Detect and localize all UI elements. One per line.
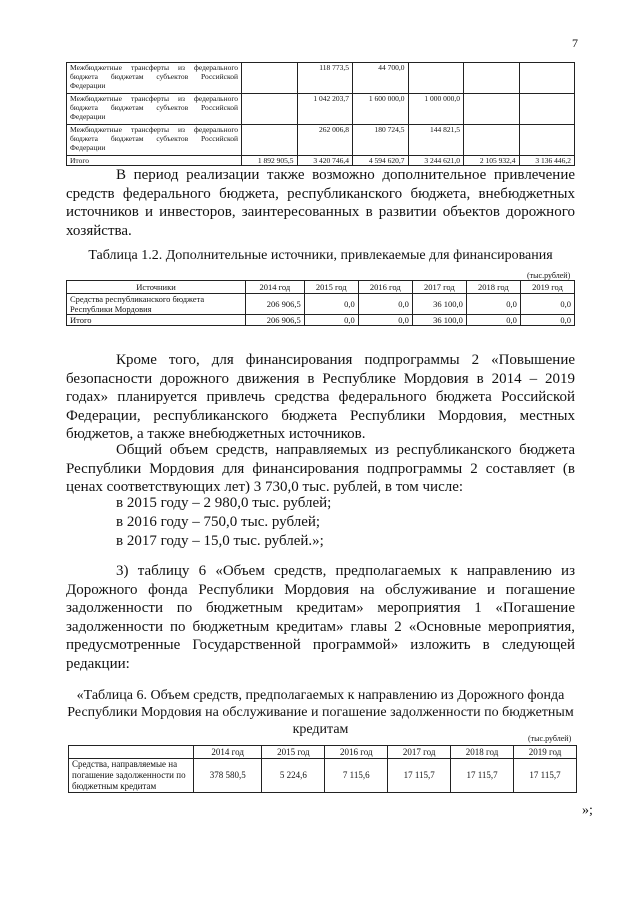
road-fund-table bbox=[68, 745, 577, 793]
table-cell: 0,0 bbox=[304, 315, 358, 326]
table-cell: 206 906,5 bbox=[246, 315, 305, 326]
table-header-cell: 2019 год bbox=[514, 746, 577, 759]
table-header-cell bbox=[69, 746, 194, 759]
table-cell bbox=[519, 125, 575, 156]
table-header-cell: 2019 год bbox=[520, 281, 574, 294]
page-number: 7 bbox=[572, 36, 578, 50]
table-row bbox=[67, 125, 575, 156]
table-cell: 0,0 bbox=[466, 294, 520, 315]
table3-unit: (тыс.рублей) bbox=[528, 734, 572, 743]
table3-caption: «Таблица 6. Объем средств, предполагаемых к направлению из Дорожного фонда Республики Мордовия на обслуживание и погашение задолженности по бюджетным кредитам bbox=[67, 688, 574, 737]
table-cell bbox=[242, 94, 298, 125]
table-header-cell: 2018 год bbox=[466, 281, 520, 294]
table-header-cell: 2017 год bbox=[412, 281, 466, 294]
table-cell: 2 105 932,4 bbox=[464, 156, 520, 166]
table-cell bbox=[464, 63, 520, 94]
table-cell bbox=[464, 94, 520, 125]
table-cell: 7 115,6 bbox=[325, 759, 388, 793]
table-cell: 144 821,5 bbox=[408, 125, 464, 156]
table-header-cell: 2016 год bbox=[325, 746, 388, 759]
table-cell: 3 136 446,2 bbox=[519, 156, 575, 166]
table-cell-label: Итого bbox=[67, 315, 246, 326]
closing-quote: »; bbox=[582, 803, 593, 818]
paragraph-table-6: 3) таблицу 6 «Объем средств, предполагаемых к направлению из Дорожного фонда Республики Мордовия на обслуживание и погашение задолженности по бюджетным кредитам» мероприятия 1 «Погашение задолженности по бюджетным кредитам» главы 2 «Основные мероприятия, предусмотренные Государственной программой» изложить в следующей редакции: bbox=[66, 563, 575, 672]
table-row bbox=[67, 315, 575, 326]
table-header-cell: 2016 год bbox=[358, 281, 412, 294]
table-row bbox=[67, 94, 575, 125]
table-cell: 4 594 620,7 bbox=[353, 156, 409, 166]
table-cell: 1 600 000,0 bbox=[353, 94, 409, 125]
table-cell-label: Средства, направляемые на погашение задолженности по бюджетным кредитам bbox=[69, 759, 194, 793]
table-cell: 17 115,7 bbox=[388, 759, 451, 793]
paragraph-total-volume: Общий объем средств, направляемых из республиканского бюджета Республики Мордовия для финансирования подпрограммы 2 составляет (в ценах соответствующих лет) 3 730,0 тыс. рублей, в том числе: bbox=[66, 442, 575, 495]
table-cell: 5 224,6 bbox=[262, 759, 325, 793]
table-header-cell: 2015 год bbox=[262, 746, 325, 759]
table-cell: 180 724,5 bbox=[353, 125, 409, 156]
table-cell: 1 000 000,0 bbox=[408, 94, 464, 125]
year-2017-line: в 2017 году – 15,0 тыс. рублей.»; bbox=[116, 533, 324, 549]
paragraph-subprogram-2: Кроме того, для финансирования подпрограммы 2 «Повышение безопасности дорожного движения в Республике Мордовия в 2014 – 2019 годах» планируется привлечь средства федерального бюджета Российской Федерации, республиканского бюджета Республики Мордовия, местных бюджетов, а также внебюджетных источников. bbox=[66, 352, 575, 442]
paragraph-additional-funds: В период реализации также возможно дополнительное привлечение средств федерального бюджета, республиканского бюджета, внебюджетных источников и инвесторов, заинтересованных в развитии объектов дорожного хозяйства. bbox=[66, 167, 575, 239]
table-cell: 262 006,8 bbox=[297, 125, 353, 156]
table-cell: 36 100,0 bbox=[412, 315, 466, 326]
table-cell: 44 700,0 bbox=[353, 63, 409, 94]
table-cell bbox=[519, 94, 575, 125]
table-cell: 1 042 203,7 bbox=[297, 94, 353, 125]
table-header-cell: 2018 год bbox=[451, 746, 514, 759]
table-header-cell: 2014 год bbox=[194, 746, 262, 759]
table-cell: 0,0 bbox=[520, 315, 574, 326]
table-cell: 118 773,5 bbox=[297, 63, 353, 94]
table-cell: 0,0 bbox=[466, 315, 520, 326]
additional-sources-table bbox=[66, 280, 575, 326]
table-cell: 36 100,0 bbox=[412, 294, 466, 315]
table-cell: 0,0 bbox=[358, 315, 412, 326]
table-header-cell: 2014 год bbox=[246, 281, 305, 294]
table-cell: 378 580,5 bbox=[194, 759, 262, 793]
table-cell: 0,0 bbox=[304, 294, 358, 315]
table-header-cell: 2015 год bbox=[304, 281, 358, 294]
funding-table bbox=[66, 62, 575, 166]
table-cell-label: Итого bbox=[67, 156, 242, 166]
table-row bbox=[67, 156, 575, 166]
table2-caption: Таблица 1.2. Дополнительные источники, привлекаемые для финансирования bbox=[88, 248, 553, 263]
table-cell-label: Межбюджетные трансферты из федерального бюджета бюджетам субъектов Российской Федерации bbox=[67, 125, 242, 156]
table-cell: 0,0 bbox=[520, 294, 574, 315]
year-2015-line: в 2015 году – 2 980,0 тыс. рублей; bbox=[116, 495, 332, 511]
table-cell-label: Межбюджетные трансферты из федерального бюджета бюджетам субъектов Российской Федерации bbox=[67, 94, 242, 125]
table-cell: 3 244 621,0 bbox=[408, 156, 464, 166]
table-cell: 1 892 905,5 bbox=[242, 156, 298, 166]
year-2016-line: в 2016 году – 750,0 тыс. рублей; bbox=[116, 514, 321, 530]
table-cell: 3 420 746,4 bbox=[297, 156, 353, 166]
table-header-cell: 2017 год bbox=[388, 746, 451, 759]
table-row bbox=[67, 294, 575, 315]
table-cell: 17 115,7 bbox=[514, 759, 577, 793]
table-row bbox=[67, 63, 575, 94]
table-cell bbox=[408, 63, 464, 94]
table-cell bbox=[242, 63, 298, 94]
table2-unit: (тыс.рублей) bbox=[527, 271, 571, 280]
table-header-cell: Источники bbox=[67, 281, 246, 294]
table-cell: 17 115,7 bbox=[451, 759, 514, 793]
table-cell bbox=[464, 125, 520, 156]
table-cell-label: Межбюджетные трансферты из федерального бюджета бюджетам субъектов Российской Федерации bbox=[67, 63, 242, 94]
table-cell bbox=[242, 125, 298, 156]
table-row bbox=[69, 759, 577, 793]
table-cell-label: Средства республиканского бюджета Республики Мордовия bbox=[67, 294, 246, 315]
table-cell: 0,0 bbox=[358, 294, 412, 315]
table-cell bbox=[519, 63, 575, 94]
table-cell: 206 906,5 bbox=[246, 294, 305, 315]
